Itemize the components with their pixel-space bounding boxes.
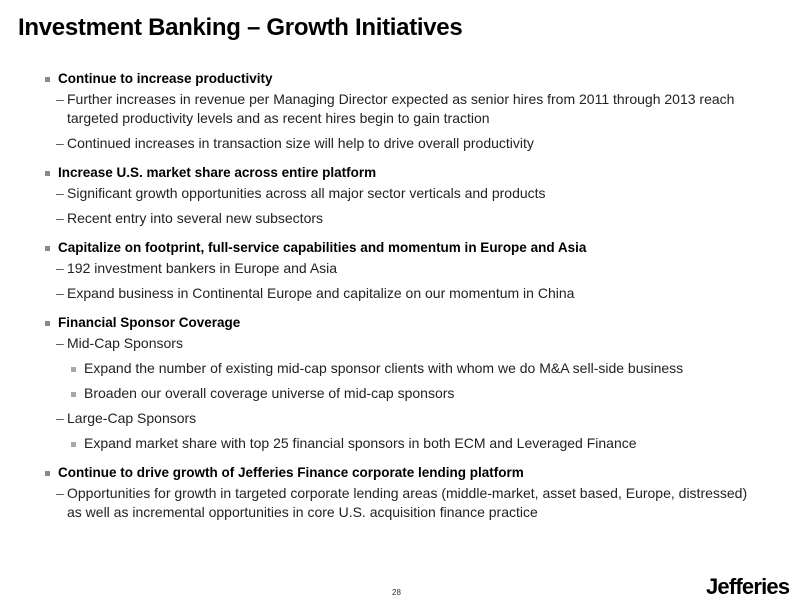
- sub-bullet: [0, 209, 800, 228]
- sub-bullet: [0, 184, 800, 203]
- square-bullet-icon: [45, 471, 50, 476]
- dash-bullet-icon: –: [56, 285, 64, 301]
- section-europe-asia: [0, 237, 800, 303]
- sub-bullet-text: Continued increases in transaction size will help to drive overall productivity: [67, 135, 534, 151]
- square-bullet-icon: [45, 246, 50, 251]
- section-heading: [0, 312, 800, 334]
- dash-bullet-icon: –: [56, 485, 64, 501]
- sub-bullet: [0, 334, 800, 353]
- square-bullet-icon: [71, 442, 76, 447]
- sub-bullet-text: Further increases in revenue per Managing Director expected as senior hires from 2011 through 2013 reach targeted productivity levels and as recent hires begin to gain traction: [67, 91, 735, 126]
- heading-text: Financial Sponsor Coverage: [58, 315, 241, 330]
- sub-sub-bullet: [0, 359, 800, 378]
- sub-bullet-text: Large-Cap Sponsors: [67, 410, 197, 426]
- section-financial-sponsor: [0, 312, 800, 453]
- sub-sub-bullet-text: Expand the number of existing mid-cap sponsor clients with whom we do M&A sell-side business: [84, 360, 684, 376]
- sub-sub-bullet-text: Expand market share with top 25 financial sponsors in both ECM and Leveraged Finance: [84, 435, 637, 451]
- section-productivity: [0, 68, 800, 153]
- dash-bullet-icon: –: [56, 210, 64, 226]
- section-heading: [0, 462, 800, 484]
- square-bullet-icon: [71, 392, 76, 397]
- sub-bullet-text: Mid-Cap Sponsors: [67, 335, 183, 351]
- heading-text: Continue to increase productivity: [58, 71, 273, 86]
- sub-sub-bullet-text: Broaden our overall coverage universe of mid-cap sponsors: [84, 385, 455, 401]
- section-us-market-share: [0, 162, 800, 228]
- sub-bullet-text: 192 investment bankers in Europe and Asia: [67, 260, 338, 276]
- section-jefferies-finance: [0, 462, 800, 522]
- sub-bullet: [0, 484, 800, 522]
- sub-sub-bullet: [0, 384, 800, 403]
- dash-bullet-icon: –: [56, 260, 64, 276]
- square-bullet-icon: [45, 77, 50, 82]
- sub-sub-bullet: [0, 434, 800, 453]
- sub-bullet: [0, 409, 800, 428]
- square-bullet-icon: [45, 321, 50, 326]
- heading-text: Increase U.S. market share across entire platform: [58, 165, 377, 180]
- heading-text: Continue to drive growth of Jefferies Finance corporate lending platform: [58, 465, 524, 480]
- square-bullet-icon: [45, 171, 50, 176]
- sub-bullet-text: Recent entry into several new subsectors: [67, 210, 324, 226]
- dash-bullet-icon: –: [56, 185, 64, 201]
- sub-bullet-text: Expand business in Continental Europe and capitalize on our momentum in China: [67, 285, 575, 301]
- heading-text: Capitalize on footprint, full-service capabilities and momentum in Europe and Asia: [58, 240, 587, 255]
- page-title: Investment Banking – Growth Initiatives: [18, 14, 463, 41]
- sub-bullet-text: Opportunities for growth in targeted corporate lending areas (middle-market, asset based, Europe, distressed) as well as incremental opportunities in core U.S. acquisition finance practice: [67, 485, 748, 520]
- section-heading: [0, 162, 800, 184]
- dash-bullet-icon: –: [56, 410, 64, 426]
- section-heading: [0, 237, 800, 259]
- jefferies-logo: Jefferies: [706, 574, 790, 599]
- sub-bullet: [0, 134, 800, 153]
- sub-bullet: [0, 284, 800, 303]
- sub-bullet-text: Significant growth opportunities across all major sector verticals and products: [67, 185, 546, 201]
- page-number: 28: [392, 588, 401, 597]
- square-bullet-icon: [71, 367, 76, 372]
- bullet-content: [0, 68, 800, 531]
- dash-bullet-icon: –: [56, 135, 64, 151]
- sub-bullet: [0, 259, 800, 278]
- sub-bullet: [0, 90, 800, 128]
- dash-bullet-icon: –: [56, 91, 64, 107]
- section-heading: [0, 68, 800, 90]
- dash-bullet-icon: –: [56, 335, 64, 351]
